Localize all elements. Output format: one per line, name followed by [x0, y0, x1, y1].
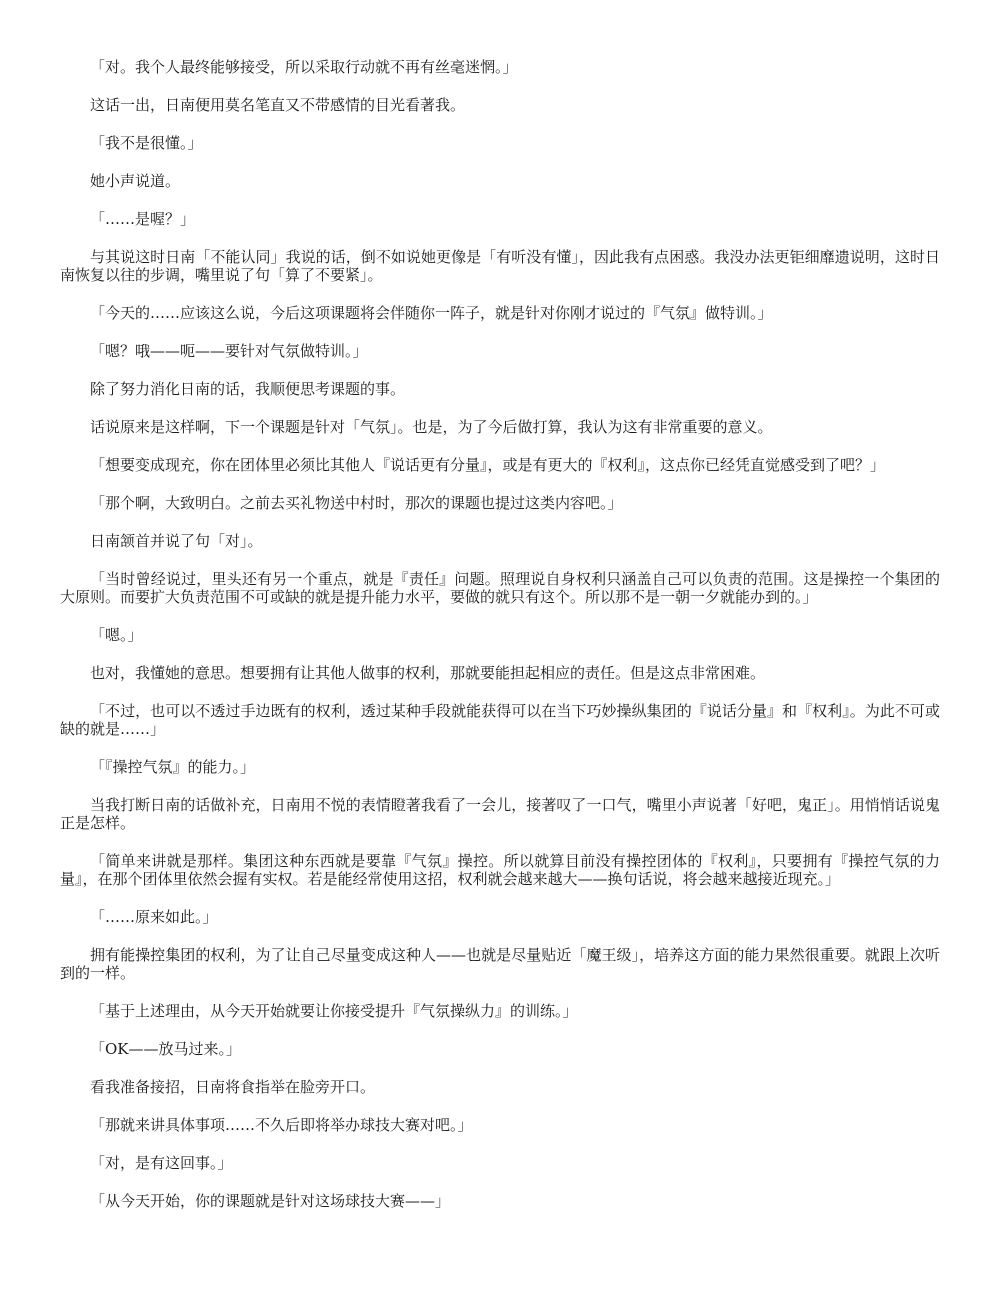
- paragraph: 看我准备接招，日南将食指举在脸旁开口。: [90, 1078, 376, 1096]
- paragraph: 日南颔首并说了句「对」。: [90, 532, 263, 550]
- paragraph: 除了努力消化日南的话，我顺便思考课题的事。: [90, 380, 406, 398]
- paragraph: 也对，我懂她的意思。想要拥有让其他人做事的权利，那就要能担起相应的责任。但是这点非常困难。: [90, 664, 766, 682]
- paragraph: 「简单来讲就是那样。集团这种东西就是要靠『气氛』操控。所以就算目前没有操控团体的『权利』，只要拥有『操控气氛的力量』，在那个团体里依然会握有实权。若是能经常使用这招，权利就会越来越大——换句话说，将会越来越接近现充。」: [60, 852, 940, 888]
- paragraph: 「……是喔？」: [90, 210, 196, 228]
- paragraph: 「对。我个人最终能够接受，所以采取行动就不再有丝毫迷惘。」: [90, 58, 518, 76]
- paragraph: 「『操控气氛』的能力。」: [90, 758, 256, 776]
- paragraph: 「……原来如此。」: [90, 908, 218, 926]
- paragraph: 「对，是有这回事。」: [90, 1154, 233, 1172]
- paragraph: 「当时曾经说过，里头还有另一个重点，就是『责任』问题。照理说自身权利只涵盖自己可以负责的范围。这是操控一个集团的大原则。而要扩大负责范围不可或缺的就是提升能力水平，要做的就只有这个。所以那不是一朝一夕就能办到的。」: [60, 570, 940, 606]
- paragraph: 「那就来讲具体事项……不久后即将举办球技大赛对吧。」: [90, 1116, 473, 1134]
- paragraph: 「OK——放马过来。」: [90, 1040, 242, 1058]
- paragraph: 与其说这时日南「不能认同」我说的话，倒不如说她更像是「有听没有懂」，因此我有点困惑。我没办法更钜细靡遗说明，这时日南恢复以往的步调，嘴里说了句「算了不要紧」。: [60, 248, 940, 284]
- paragraph: 「今天的……应该这么说，今后这项课题将会伴随你一阵子，就是针对你刚才说过的『气氛』做特训。」: [90, 304, 773, 322]
- paragraph: 「从今天开始，你的课题就是针对这场球技大赛——」: [90, 1192, 451, 1210]
- paragraph: 「想要变成现充，你在团体里必须比其他人『说话更有分量』，或是有更大的『权利』，这点你已经凭直觉感受到了吧？」: [90, 456, 886, 474]
- document-page: [60, 58, 940, 1230]
- paragraph: 「嗯。」: [90, 626, 143, 644]
- paragraph: 话说原来是这样啊，下一个课题是针对「气氛」。也是，为了今后做打算，我认为这有非常重要的意义。: [90, 418, 773, 436]
- paragraph: 「不过，也可以不透过手边既有的权利，透过某种手段就能获得可以在当下巧妙操纵集团的『说话分量』和『权利』。为此不可或缺的就是……」: [60, 702, 940, 738]
- paragraph: 「嗯？哦——呃——要针对气氛做特训。」: [90, 342, 368, 360]
- paragraph: 「我不是很懂。」: [90, 134, 203, 152]
- paragraph: 她小声说道。: [90, 172, 181, 190]
- paragraph: 「基于上述理由，从今天开始就要让你接受提升『气氛操纵力』的训练。」: [90, 1002, 578, 1020]
- paragraph: 「那个啊，大致明白。之前去买礼物送中村时，那次的课题也提过这类内容吧。」: [90, 494, 623, 512]
- paragraph: 这话一出，日南便用莫名笔直又不带感情的目光看著我。: [90, 96, 466, 114]
- paragraph: 当我打断日南的话做补充，日南用不悦的表情瞪著我看了一会儿，接著叹了一口气，嘴里小声说著「好吧，鬼正」。用悄悄话说鬼正是怎样。: [60, 796, 940, 832]
- paragraph: 拥有能操控集团的权利，为了让自己尽量变成这种人——也就是尽量贴近「魔王级」，培养这方面的能力果然很重要。就跟上次听到的一样。: [60, 946, 940, 982]
